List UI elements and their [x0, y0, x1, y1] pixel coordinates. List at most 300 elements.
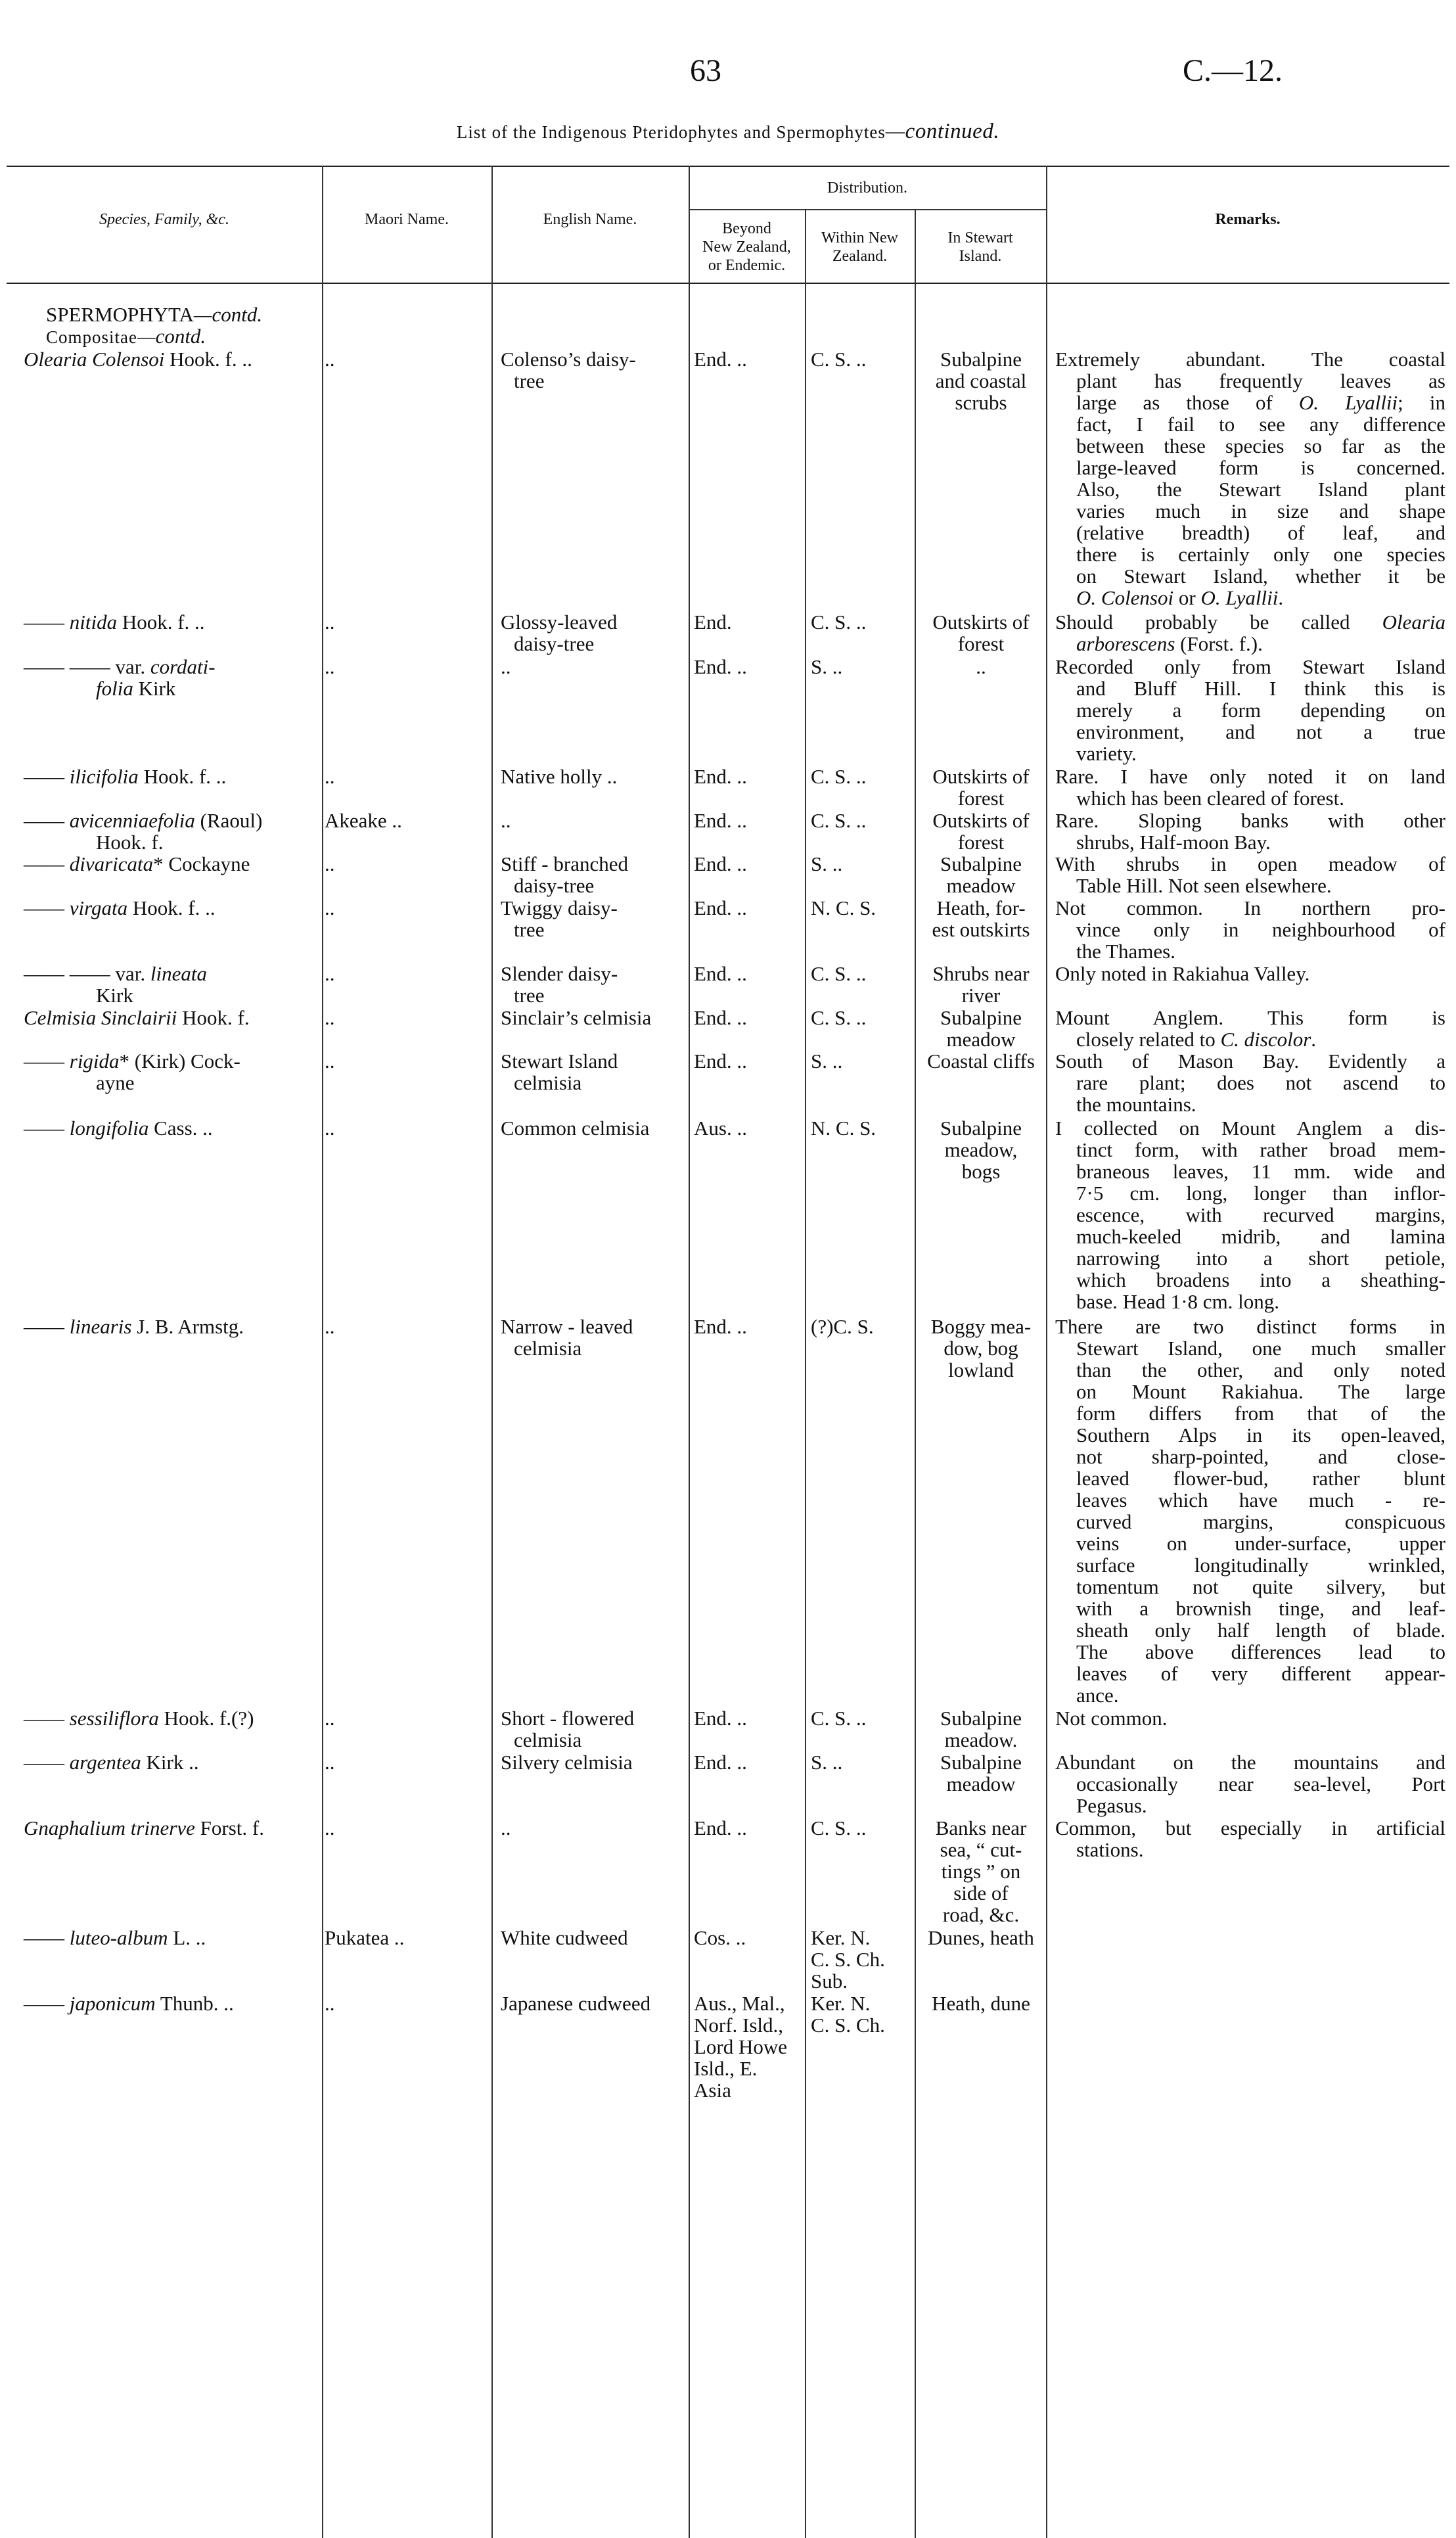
cell-line: daisy-tree: [514, 874, 595, 897]
cell-stewart: [919, 963, 1043, 1006]
cell-remarks: [1055, 853, 1445, 896]
cell-stewart: [919, 1007, 1043, 1050]
cell-line: End. ..: [694, 1050, 747, 1073]
cell-line: Subalpine: [940, 1006, 1022, 1029]
cell-beyond: [694, 1117, 802, 1139]
cell-line: With shrubs in open meadow of: [1055, 852, 1445, 875]
cell-english: [501, 1050, 685, 1094]
cell-maori: [325, 1817, 489, 1839]
cell-beyond: [694, 611, 802, 633]
cell-line: than the other, and only noted: [1076, 1358, 1445, 1381]
cell-beyond: [694, 1993, 802, 2101]
cell-beyond: [694, 1050, 802, 1072]
cell-maori: [325, 1927, 489, 1949]
cell-line: S. ..: [811, 655, 843, 678]
cell-remarks: [1055, 1050, 1445, 1115]
cell-line: ..: [325, 1050, 335, 1073]
col-header-species: Species, Family, &c.: [99, 211, 229, 228]
cell-species: [24, 1050, 318, 1094]
cell-line: Heath, dune: [932, 1992, 1030, 2015]
cell-line: N. C. S.: [811, 1117, 876, 1140]
col-rule-6: [1046, 166, 1047, 2538]
cell-remarks: [1055, 1817, 1445, 1860]
col-header-beyond: Beyond New Zealand, or Endemic.: [702, 220, 791, 274]
cell-maori: [325, 1050, 489, 1072]
cell-line: C. S. ..: [811, 1816, 867, 1839]
cell-line: C. S. ..: [811, 809, 867, 832]
cell-maori: [325, 1007, 489, 1028]
family-heading: Compositae—contd.: [46, 325, 206, 348]
cell-line: base. Head 1·8 cm. long.: [1076, 1290, 1280, 1313]
cell-line: the Thames.: [1076, 940, 1175, 963]
cell-stewart: [919, 1050, 1043, 1072]
cell-line: C. S. ..: [811, 1006, 867, 1029]
cell-within: [811, 853, 913, 875]
cell-species: [24, 1117, 318, 1139]
cell-maori: [325, 897, 489, 919]
cell-line: End. ..: [694, 1315, 747, 1338]
cell-line: Common celmisia: [501, 1117, 650, 1140]
cell-stewart: [919, 1751, 1043, 1795]
cell-line: Asia: [694, 2079, 731, 2102]
cell-line: White cudweed: [501, 1926, 628, 1949]
cell-line: form differs from that of the: [1076, 1402, 1445, 1425]
cell-line: est outskirts: [932, 918, 1030, 941]
cell-line: ..: [325, 348, 335, 371]
cell-line: Subalpine: [940, 852, 1022, 875]
cell-line: river: [961, 984, 1001, 1007]
cell-line: Slender daisy-: [501, 962, 618, 985]
cell-line: between these species so far as the: [1076, 434, 1445, 457]
cell-line: road, &c.: [942, 1903, 1020, 1926]
cell-species: [24, 897, 318, 919]
cell-maori: [325, 611, 489, 633]
cell-within: [811, 810, 913, 831]
cell-beyond: [694, 1707, 802, 1729]
cell-line: End. ..: [694, 1707, 747, 1730]
cell-line: Isld., E.: [694, 2057, 758, 2080]
cell-maori: [325, 766, 489, 787]
col-header-maori: Maori Name.: [365, 211, 449, 228]
cell-line: Norf. Isld.,: [694, 2014, 784, 2037]
cell-maori: [325, 656, 489, 678]
title-suffix: —continued.: [885, 120, 1000, 143]
cell-line: Sub.: [811, 1970, 848, 1993]
cell-line: —— japonicum Thunb. ..: [24, 1992, 234, 2015]
cell-remarks: [1055, 1316, 1445, 1706]
cell-line: dow, bog: [944, 1337, 1018, 1360]
header-bottom-rule: [7, 283, 1449, 284]
cell-line: Gnaphalium trinerve Forst. f.: [24, 1816, 264, 1839]
cell-line: Pegasus.: [1076, 1794, 1147, 1817]
cell-line: Pukatea ..: [325, 1926, 405, 1949]
cell-line: ..: [325, 1751, 335, 1774]
col-rule-3: [689, 166, 690, 2538]
cell-line: —— virgata Hook. f. ..: [24, 896, 216, 919]
cell-line: S. ..: [811, 852, 843, 875]
cell-line: —— —— var. cordati-: [24, 655, 216, 678]
cell-line: End. ..: [694, 852, 747, 875]
cell-beyond: [694, 810, 802, 831]
cell-line: ..: [501, 655, 511, 678]
cell-english: [501, 766, 685, 787]
cell-maori: [325, 1316, 489, 1337]
cell-line: Akeake ..: [325, 809, 402, 832]
cell-line: Subalpine: [940, 1751, 1022, 1774]
cell-beyond: [694, 1817, 802, 1839]
cell-line: Coastal cliffs: [927, 1050, 1035, 1073]
cell-beyond: [694, 766, 802, 787]
cell-remarks: [1055, 810, 1445, 853]
cell-within: [811, 1316, 913, 1337]
cell-english: [501, 611, 685, 655]
cell-line: Subalpine: [940, 1117, 1022, 1140]
cell-line: tree: [514, 984, 545, 1007]
cell-line: much-keeled midrib, and lamina: [1076, 1225, 1445, 1248]
page-title: [0, 120, 1456, 144]
cell-line: ayne: [96, 1071, 135, 1094]
cell-line: —— sessiliflora Hook. f.(?): [24, 1707, 254, 1730]
cell-line: End.: [694, 611, 732, 634]
cell-species: [24, 1707, 318, 1729]
cell-maori: [325, 853, 489, 875]
cell-remarks: [1055, 766, 1445, 809]
col-header-remarks: Remarks.: [1215, 211, 1281, 228]
cell-maori: [325, 1751, 489, 1773]
paper-reference: C.—12.: [1183, 53, 1283, 88]
cell-species: [24, 656, 318, 699]
cell-line: C. S. ..: [811, 1707, 867, 1730]
cell-stewart: [919, 611, 1043, 655]
title-text: List of the Indigenous Pteridophytes and Spermophytes: [456, 122, 886, 142]
cell-within: [811, 897, 913, 919]
cell-stewart: [919, 1707, 1043, 1751]
cell-within: [811, 1993, 913, 2036]
cell-line: vince only in neighbourhood of: [1076, 918, 1445, 941]
cell-line: C. S. ..: [811, 962, 867, 985]
cell-line: tree: [514, 369, 545, 392]
cell-line: Ker. N.: [811, 1992, 871, 2015]
cell-beyond: [694, 1927, 802, 1949]
cell-line: meadow,: [944, 1138, 1018, 1161]
cell-line: End. ..: [694, 765, 747, 788]
cell-line: closely related to C. discolor.: [1076, 1028, 1317, 1051]
cell-line: environment, and not a true: [1076, 720, 1445, 743]
cell-line: End. ..: [694, 1751, 747, 1774]
cell-line: Silvery celmisia: [501, 1751, 633, 1774]
cell-english: [501, 1117, 685, 1139]
cell-english: [501, 656, 685, 678]
cell-line: End. ..: [694, 962, 747, 985]
cell-line: Dunes, heath: [928, 1926, 1034, 1949]
cell-line: Subalpine: [940, 1707, 1022, 1730]
cell-stewart: [919, 1316, 1043, 1381]
cell-line: C. S. ..: [811, 348, 867, 371]
cell-line: forest: [957, 787, 1005, 810]
cell-line: meadow: [946, 1028, 1016, 1051]
cell-maori: [325, 348, 489, 370]
cell-line: Rare. I have only noted it on land: [1055, 765, 1445, 788]
cell-line: and coastal: [935, 369, 1027, 392]
division-heading: SPERMOPHYTA—contd.: [46, 303, 263, 326]
col-rule-1: [322, 166, 323, 2538]
cell-line: Only noted in Rakiahua Valley.: [1055, 962, 1310, 985]
cell-stewart: [919, 810, 1043, 853]
cell-within: [811, 766, 913, 787]
cell-line: Stewart Island, one much smaller: [1076, 1337, 1445, 1360]
cell-line: Heath, for-: [936, 896, 1026, 919]
cell-line: plant has frequently leaves as: [1076, 369, 1445, 392]
cell-stewart: [919, 1993, 1043, 2014]
cell-line: End. ..: [694, 896, 747, 919]
cell-line: Boggy mea-: [930, 1315, 1032, 1338]
cell-remarks: [1055, 897, 1445, 962]
cell-line: —— argentea Kirk ..: [24, 1751, 199, 1774]
cell-line: ..: [325, 655, 335, 678]
cell-line: The above differences lead to: [1076, 1640, 1445, 1663]
cell-beyond: [694, 853, 802, 875]
cell-line: S. ..: [811, 1050, 843, 1073]
cell-within: [811, 1707, 913, 1729]
cell-line: —— linearis J. B. Armstg.: [24, 1315, 244, 1338]
cell-remarks: [1055, 1707, 1445, 1729]
cell-line: ..: [325, 1315, 335, 1338]
cell-line: Also, the Stewart Island plant: [1076, 478, 1445, 501]
cell-english: [501, 1316, 685, 1359]
cell-line: End. ..: [694, 809, 747, 832]
cell-line: on Stewart Island, whether it be: [1076, 565, 1445, 588]
cell-line: meadow.: [944, 1728, 1018, 1751]
cell-line: ..: [325, 1992, 335, 2015]
cell-line: forest: [957, 831, 1005, 854]
cell-line: ..: [976, 655, 986, 678]
cell-within: [811, 1751, 913, 1773]
cell-line: C. S. Ch.: [811, 1948, 885, 1971]
col-rule-4: [805, 210, 806, 2538]
cell-stewart: [919, 853, 1043, 896]
cell-line: O. Colensoi or O. Lyallii.: [1076, 586, 1284, 609]
cell-line: merely a form depending on: [1076, 699, 1445, 722]
cell-within: [811, 1817, 913, 1839]
cell-line: celmisia: [514, 1071, 582, 1094]
cell-stewart: [919, 1117, 1043, 1182]
cell-line: shrubs, Half-moon Bay.: [1076, 831, 1271, 854]
cell-line: Japanese cudweed: [501, 1992, 651, 2015]
cell-line: Recorded only from Stewart Island: [1055, 655, 1445, 678]
cell-stewart: [919, 897, 1043, 940]
cell-line: Table Hill. Not seen elsewhere.: [1076, 874, 1332, 897]
cell-line: Not common. In northern pro-: [1055, 896, 1445, 919]
cell-line: not sharp-pointed, and close-: [1076, 1445, 1445, 1468]
cell-line: meadow: [946, 1772, 1016, 1795]
cell-remarks: [1055, 963, 1445, 984]
cell-line: occasionally near sea-level, Port: [1076, 1772, 1445, 1795]
cell-line: S. ..: [811, 1751, 843, 1774]
cell-line: scrubs: [955, 391, 1007, 414]
cell-line: which has been cleared of forest.: [1076, 787, 1344, 810]
cell-line: and Bluff Hill. I think this is: [1076, 677, 1445, 700]
cell-stewart: [919, 1927, 1043, 1949]
cell-line: large as those of O. Lyallii; in: [1076, 391, 1445, 414]
cell-remarks: [1055, 1751, 1445, 1816]
cell-line: narrowing into a short petiole,: [1076, 1247, 1445, 1270]
cell-line: —— rigida* (Kirk) Cock-: [24, 1050, 240, 1073]
cell-line: Subalpine: [940, 348, 1022, 371]
cell-species: [24, 611, 318, 633]
cell-line: veins on under-surface, upper: [1076, 1532, 1445, 1555]
cell-line: the mountains.: [1076, 1093, 1196, 1116]
cell-line: —— longifolia Cass. ..: [24, 1117, 213, 1140]
cell-line: ..: [325, 852, 335, 875]
cell-line: tinct form, with rather broad mem-: [1076, 1138, 1445, 1161]
cell-line: tomentum not quite silvery, but: [1076, 1575, 1445, 1598]
cell-stewart: [919, 656, 1043, 678]
cell-line: C. S. Ch.: [811, 2014, 885, 2037]
cell-within: [811, 1050, 913, 1072]
cell-line: Stewart Island: [501, 1050, 618, 1073]
distribution-rule: [689, 209, 1046, 210]
cell-maori: [325, 1993, 489, 2014]
cell-line: daisy-tree: [514, 632, 595, 655]
cell-stewart: [919, 766, 1043, 809]
col-header-within: Within New Zealand.: [821, 229, 898, 265]
cell-line: with a brownish tinge, and leaf-: [1076, 1597, 1445, 1620]
cell-line: curved margins, conspicuous: [1076, 1510, 1445, 1533]
cell-line: ..: [325, 896, 335, 919]
cell-line: rare plant; does not ascend to: [1076, 1071, 1445, 1094]
cell-line: surface longitudinally wrinkled,: [1076, 1554, 1445, 1577]
cell-line: side of: [953, 1881, 1009, 1904]
cell-line: End. ..: [694, 1816, 747, 1839]
cell-line: Abundant on the mountains and: [1055, 1751, 1445, 1774]
cell-line: Southern Alps in its open-leaved,: [1076, 1423, 1445, 1446]
cell-line: stations.: [1076, 1838, 1144, 1861]
cell-line: fact, I fail to see any difference: [1076, 413, 1445, 436]
cell-line: ..: [325, 1707, 335, 1730]
cell-within: [811, 1117, 913, 1139]
cell-english: [501, 1707, 685, 1751]
cell-line: Olearia Colensoi Hook. f. ..: [24, 348, 252, 371]
cell-english: [501, 963, 685, 1006]
cell-line: ance.: [1076, 1684, 1119, 1707]
cell-line: Mount Anglem. This form is: [1055, 1006, 1445, 1029]
cell-line: Native holly ..: [501, 765, 618, 788]
cell-within: [811, 656, 913, 678]
cell-line: varies much in size and shape: [1076, 499, 1445, 522]
cell-line: there is certainly only one species: [1076, 543, 1445, 566]
cell-line: ..: [325, 765, 335, 788]
cell-beyond: [694, 1316, 802, 1337]
cell-line: large-leaved form is concerned.: [1076, 456, 1445, 479]
cell-species: [24, 766, 318, 787]
cell-line: celmisia: [514, 1337, 582, 1360]
cell-line: Extremely abundant. The coastal: [1055, 348, 1445, 371]
cell-english: [501, 1751, 685, 1773]
cell-line: Celmisia Sinclairii Hook. f.: [24, 1006, 250, 1029]
cell-beyond: [694, 963, 802, 984]
cell-line: Aus. ..: [694, 1117, 747, 1140]
cell-line: Aus., Mal.,: [694, 1992, 785, 2015]
cell-species: [24, 1316, 318, 1337]
cell-beyond: [694, 897, 802, 919]
cell-stewart: [919, 348, 1043, 413]
cell-line: on Mount Rakiahua. The large: [1076, 1380, 1445, 1403]
cell-maori: [325, 810, 489, 831]
cell-line: End. ..: [694, 655, 747, 678]
cell-line: 7·5 cm. long, longer than inflor-: [1076, 1182, 1445, 1205]
cell-line: Glossy-leaved: [501, 611, 618, 634]
cell-species: [24, 1817, 318, 1839]
cell-line: ..: [325, 1816, 335, 1839]
cell-maori: [325, 1117, 489, 1139]
cell-line: Kirk: [96, 984, 133, 1007]
cell-beyond: [694, 1751, 802, 1773]
cell-remarks: [1055, 348, 1445, 609]
table-top-rule: [7, 166, 1449, 167]
col-rule-5: [915, 210, 916, 2538]
cell-line: forest: [957, 632, 1005, 655]
cell-line: (?)C. S.: [811, 1315, 874, 1338]
cell-english: [501, 1993, 685, 2014]
cell-within: [811, 611, 913, 633]
cell-line: ..: [325, 611, 335, 634]
cell-line: braneous leaves, 11 mm. wide and: [1076, 1160, 1445, 1183]
cell-line: Short - flowered: [501, 1707, 635, 1730]
cell-line: leaves which have much - re-: [1076, 1488, 1445, 1511]
cell-line: End. ..: [694, 348, 747, 371]
cell-within: [811, 1927, 913, 1992]
cell-line: There are two distinct forms in: [1055, 1315, 1445, 1338]
cell-remarks: [1055, 611, 1445, 655]
cell-within: [811, 348, 913, 370]
cell-line: tree: [514, 918, 545, 941]
cell-line: ..: [325, 962, 335, 985]
cell-english: [501, 897, 685, 940]
cell-species: [24, 1751, 318, 1773]
cell-line: which broadens into a sheathing-: [1076, 1268, 1445, 1291]
cell-line: arborescens (Forst. f.).: [1076, 632, 1263, 655]
cell-line: variety.: [1076, 742, 1137, 765]
cell-english: [501, 853, 685, 896]
cell-line: Not common.: [1055, 1707, 1168, 1730]
cell-line: Outskirts of: [932, 809, 1030, 832]
col-header-stewart: In Stewart Island.: [947, 229, 1013, 265]
cell-species: [24, 963, 318, 1006]
cell-species: [24, 853, 318, 875]
cell-maori: [325, 963, 489, 984]
cell-english: [501, 1817, 685, 1839]
cell-line: tings ” on: [941, 1860, 1021, 1883]
cell-line: Shrubs near: [932, 962, 1030, 985]
col-header-distribution: Distribution.: [827, 179, 907, 196]
cell-line: ..: [501, 1816, 511, 1839]
cell-line: (relative breadth) of leaf, and: [1076, 521, 1445, 544]
cell-line: I collected on Mount Anglem a dis-: [1055, 1117, 1445, 1140]
cell-line: Ker. N.: [811, 1926, 871, 1949]
cell-species: [24, 1927, 318, 1949]
cell-species: [24, 810, 318, 853]
cell-line: Sinclair’s celmisia: [501, 1006, 652, 1029]
cell-line: folia Kirk: [96, 677, 176, 700]
col-rule-2: [491, 166, 493, 2538]
cell-within: [811, 1007, 913, 1028]
cell-line: Common, but especially in artificial: [1055, 1816, 1445, 1839]
cell-english: [501, 1927, 685, 1949]
cell-english: [501, 810, 685, 831]
cell-english: [501, 1007, 685, 1028]
cell-english: [501, 348, 685, 392]
cell-line: lowland: [948, 1358, 1014, 1381]
